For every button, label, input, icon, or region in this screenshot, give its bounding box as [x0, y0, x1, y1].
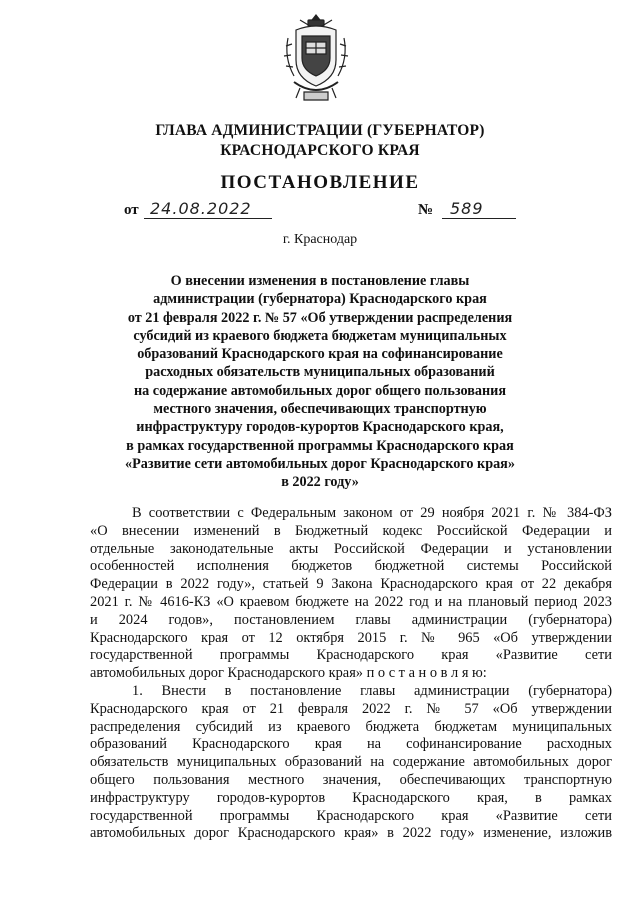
- title-line: на содержание автомобильных дорог общего пользования: [133, 382, 507, 399]
- title-line: О внесении изменения в постановление главы: [170, 273, 470, 289]
- title-line: в рамках государственной программы Краснодарского края: [126, 437, 514, 454]
- title-line: субсидий из краевого бюджета бюджетам муниципальных: [133, 327, 507, 344]
- title-line: в 2022 году»: [281, 474, 359, 491]
- body-line: Краснодарского края от 21 февраля 2022 г. № 57 «Об утверждении: [90, 700, 612, 717]
- body-line: распределения субсидий из краевого бюджета бюджетам муниципальных: [90, 718, 612, 735]
- date-label: от: [124, 202, 139, 218]
- body-line: 1. Внести в постановление главы администрации (губернатора): [132, 682, 612, 699]
- body-line: инфраструктуру городов-курортов Краснодарского края, в рамках: [90, 789, 612, 806]
- body-line: Федерации в 2022 году», статьей 9 Закона Краснодарского края от 22 декабря: [90, 576, 612, 593]
- title-line: образований Краснодарского края на софинансирование: [137, 346, 503, 363]
- handwritten-date: 24.08.2022: [150, 199, 252, 218]
- city-name: г. Краснодар: [282, 232, 358, 247]
- date-underline: [144, 218, 272, 219]
- body-line: Краснодарского края от 12 октября 2015 г. № 965 «Об утверждении: [90, 629, 612, 646]
- authority-title-line2: КРАСНОДАРСКОГО КРАЯ: [220, 142, 420, 159]
- handwritten-number: 589: [450, 199, 484, 218]
- body-line: автомобильных дорог Краснодарского края» п о с т а н о в л я ю:: [90, 665, 487, 682]
- authority-title-line1: ГЛАВА АДМИНИСТРАЦИИ (ГУБЕРНАТОР): [155, 122, 485, 139]
- title-line: администрации (губернатора) Краснодарского края: [153, 291, 487, 308]
- krasnodar-coat-of-arms-emblem: [282, 12, 350, 104]
- number-underline: [442, 218, 516, 219]
- document-type: ПОСТАНОВЛЕНИЕ: [220, 172, 420, 193]
- resolution-title: [96, 272, 544, 492]
- resolution-body: [90, 505, 612, 843]
- body-line: обязательств муниципальных образований на содержание автомобильных дорог: [90, 754, 612, 771]
- number-label: №: [418, 202, 434, 218]
- body-line: автомобильных дорог Краснодарского края» в 2022 году» изменение, изложив: [90, 825, 612, 842]
- body-line: 2021 г. № 4616-КЗ «О краевом бюджете на 2022 год и на плановый период 2023: [90, 593, 612, 610]
- title-line: «Развитие сети автомобильных дорог Краснодарского края»: [125, 455, 515, 472]
- body-line: общего пользования местного значения, обеспечивающих транспортную: [90, 771, 612, 788]
- title-line: местного значения, обеспечивающих транспортную: [153, 401, 487, 418]
- body-line: и 2024 годов», постановлением главы администрации (губернатора): [90, 611, 612, 628]
- body-line: отдельные законодательные акты Российской Федерации и установлении: [90, 540, 612, 557]
- body-line: В соответствии с Федеральным законом от 29 ноября 2021 г. № 384-ФЗ: [132, 505, 612, 521]
- body-line: «О внесении изменений в Бюджетный кодекс Российской Федерации и: [90, 522, 612, 539]
- body-line: образований Краснодарского края на софинансирование расходных: [90, 736, 612, 753]
- body-line: государственной программы Краснодарского края «Развитие сети: [90, 807, 612, 824]
- title-line: расходных обязательств муниципальных образований: [145, 364, 495, 381]
- body-line: государственной программы Краснодарского края «Развитие сети: [90, 647, 612, 664]
- title-line: от 21 февраля 2022 г. № 57 «Об утверждении распределения: [127, 309, 513, 326]
- body-line: особенностей исполнения бюджетов бюджетной системы Российской: [90, 558, 612, 575]
- title-line: инфраструктуру городов-курортов Краснодарского края,: [136, 419, 504, 436]
